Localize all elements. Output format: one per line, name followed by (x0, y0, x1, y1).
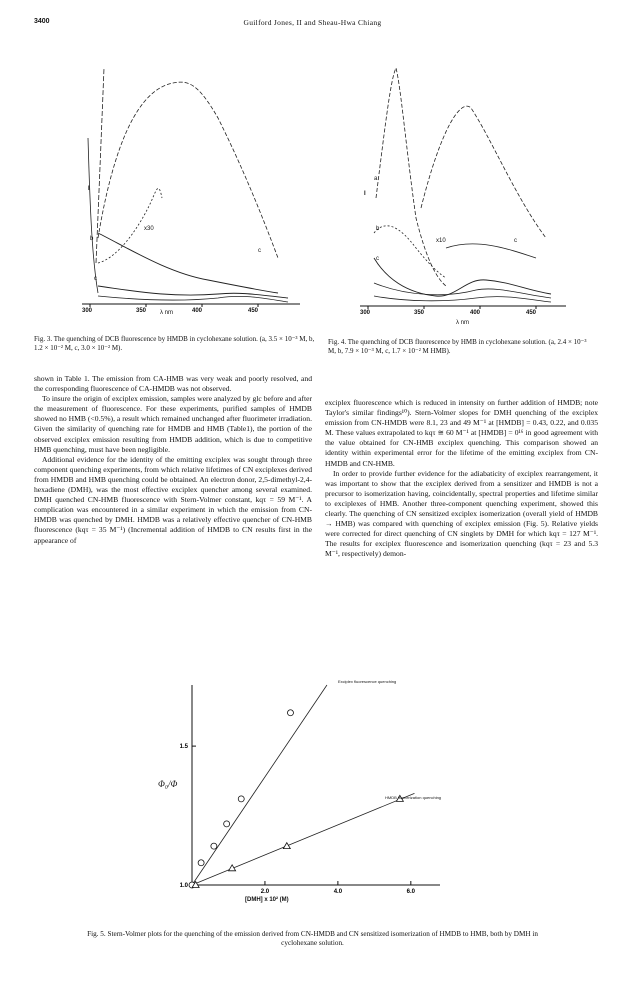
fig4-xtick-400: 400 (470, 310, 481, 316)
fig5-fit-line-isomerization (192, 793, 414, 885)
page-number: 3400 (34, 18, 50, 25)
fig3-label-I: I (88, 186, 90, 192)
fig4-label-c: c (376, 256, 379, 262)
figure-4 (346, 58, 571, 326)
fig3-curve-c-long (98, 233, 278, 293)
fig4-curve-base-1 (374, 258, 551, 296)
fig4-xtick-300: 300 (360, 310, 371, 316)
fig3-label-c2: c (258, 248, 261, 254)
fig3-curve-base-2 (98, 296, 288, 302)
fig4-curve-b (374, 226, 446, 278)
right-paragraph-1: exciplex fluorescence which is reduced in intensity on further addition of HMDB; note Taylor's similar findings¹⁰). Stern-Volmer slopes for DMH quenching of the exciplex emission from CN-HMDB were 8.1, 23 and 49 M⁻¹ at [HMDB] = 0.43, 0.22, and 0.035 M. These values extrapolated to kqτ ≅ 60 M⁻¹ at [HMDB] = 0¹⁶ in good agreement with the value obtained for CN-HMB exciplex quenching. This comparison showed an identity within experimental error for the lifetime of the emitting exciplex from CN-HMDB and CN-HMB. (325, 398, 598, 468)
fig5-ytick-label: 1.0 (179, 883, 188, 889)
fig4-curve-base-3 (374, 296, 551, 302)
fig4-xtick-350: 350 (414, 310, 425, 316)
fig5-xtick-label: 6.0 (406, 889, 415, 895)
running-header (0, 18, 625, 32)
figure-3-plot (78, 58, 310, 316)
fig3-curve-base-1 (98, 286, 288, 298)
figure-4-caption: Fig. 4. The quenching of DCB fluorescence by HMB in cyclohexane solution. (a, 2.4 × 10⁻³ M, b, 7.9 × 10⁻³ M, c, 1.7 × 10⁻² M HMB). (328, 338, 587, 356)
fig3-curve-peak (88, 138, 98, 293)
fig4-label-a: a (374, 176, 378, 182)
fig3-xtick-400: 400 (192, 308, 203, 314)
fig5-ytick-label: 1.5 (179, 744, 188, 751)
fig5-xlabel: [DMH] x 10² (M) (245, 897, 289, 903)
fig5-point-fluorescence (211, 843, 217, 849)
fig5-ylabel: Φ₀/Φ (158, 779, 178, 789)
fig4-label-mult: x10 (436, 238, 446, 244)
fig4-x-unit: λ nm (456, 320, 470, 326)
right-column (325, 398, 598, 560)
fig4-label-b: b (376, 226, 380, 232)
left-paragraph-2: To insure the origin of exciplex emission, samples were analyzed by glc before and after the measurement of fluorescence. For these experiments, purified samples of HMDB showed no HMB (<0.5%), a result which remained unchanged after fluorimeter irradiation. Given the similarity of quenching rate for HMDB and HMB (Table1), the portion of the observed exciplex emission resulting from HMDB addition, which is due to competitive HMB quenching, must have been negligible. (34, 394, 312, 454)
figure-5 (160, 675, 450, 925)
fig3-curve-a-big (98, 82, 278, 258)
fig3-label-b: b (90, 236, 94, 242)
left-paragraph-3: Additional evidence for the identity of the emitting exciplex was sought through three component quenching experiments, from which relative lifetimes of CN exciplexes derived from HMDB and HMB quenching could be obtained. An electron donor, 2,5-dimethyl-2,4-hexadiene (DMH), was the most effective exciplex quencher among several examined. DMH quenched CN-HMB fluorescence with Stern-Volmer constant, kqτ = 59 M⁻¹. A complication was encountered in a similar experiment in which the emission from CN-HMDB was quenched by DMH. HMDB was a relatively effective quencher of CN-HMB fluorescence (kqτ = 35 M⁻¹) (Incremental addition of HMDB to CN results first in the appearance of (34, 454, 312, 545)
fig5-xtick-label: 2.0 (260, 889, 270, 895)
figure-4-plot (346, 58, 571, 316)
fig5-series-label-2: HMDB isomerization quenching (385, 795, 442, 800)
fig3-x-unit: λ nm (160, 310, 174, 316)
left-paragraph-1: shown in Table 1. The emission from CA-HMB was very weak and poorly resolved, and the corresponding fluorescence of CA-HMDB was not observed. (34, 374, 312, 394)
fig5-point-fluorescence (287, 710, 293, 716)
fig5-point-isomerization (283, 843, 290, 849)
left-column (34, 374, 312, 546)
fig3-xtick-350: 350 (136, 308, 147, 314)
fig3-xtick-300: 300 (82, 308, 93, 314)
fig5-point-fluorescence (224, 821, 230, 827)
fig5-point-fluorescence (238, 796, 244, 802)
running-authors: Guilford Jones, II and Sheau-Hwa Chiang (243, 18, 382, 27)
figure-5-plot (160, 675, 450, 925)
fig5-series-label-1: Exciplex fluorescence quenching (338, 679, 397, 684)
fig4-xtick-450: 450 (526, 310, 537, 316)
fig4-curve-a (376, 68, 446, 286)
fig4-curve-c-long (446, 244, 536, 258)
fig4-label-I: I (364, 191, 366, 197)
fig4-curve-a-big (421, 106, 546, 238)
fig3-label-c: c (94, 276, 97, 282)
fig5-xtick-label: 4.0 (333, 889, 343, 895)
figure-3 (78, 58, 310, 316)
right-paragraph-2: In order to provide further evidence for the adiabaticity of exciplex rearrangement, it was important to show that the exciplex derived from a sensitizer and HMDB is not a precursor to isomerization having, coincidentally, spectral properties and lifetime similar to exciplexes of HMB. Another three-component quenching experiment, showed this clearly. The quenching of CN sensitized exciplex isomerization (overall yield of HMDB → HMB) was compared with quenching of exciplex emission (Fig. 5). Relative yields were corrected for direct quenching of CN singlets by DMH for which kqτ = 127 M⁻¹. The results for exciplex fluorescence and isomerization quenching (kqτ = 23 and 5.3 M⁻¹, respectively) demon- (325, 468, 598, 559)
fig4-label-c2: c (514, 238, 517, 244)
figure-3-caption: Fig. 3. The quenching of DCB fluorescence by HMDB in cyclohexane solution. (a, 3.5 × 10⁻³ M, b, 1.2 × 10⁻² M, c, 3.0 × 10⁻² M). (34, 335, 315, 353)
fig3-label-mult: x30 (144, 226, 154, 232)
fig5-fit-line-fluorescence (192, 685, 327, 885)
fig5-point-fluorescence (198, 860, 204, 866)
figure-5-caption: Fig. 5. Stern-Volmer plots for the quenching of the emission derived from CN-HMDB and CN sensitized isomerization of HMDB to HMB, both by DMH in cyclohexane solution. (87, 930, 538, 948)
fig3-xtick-450: 450 (248, 308, 259, 314)
